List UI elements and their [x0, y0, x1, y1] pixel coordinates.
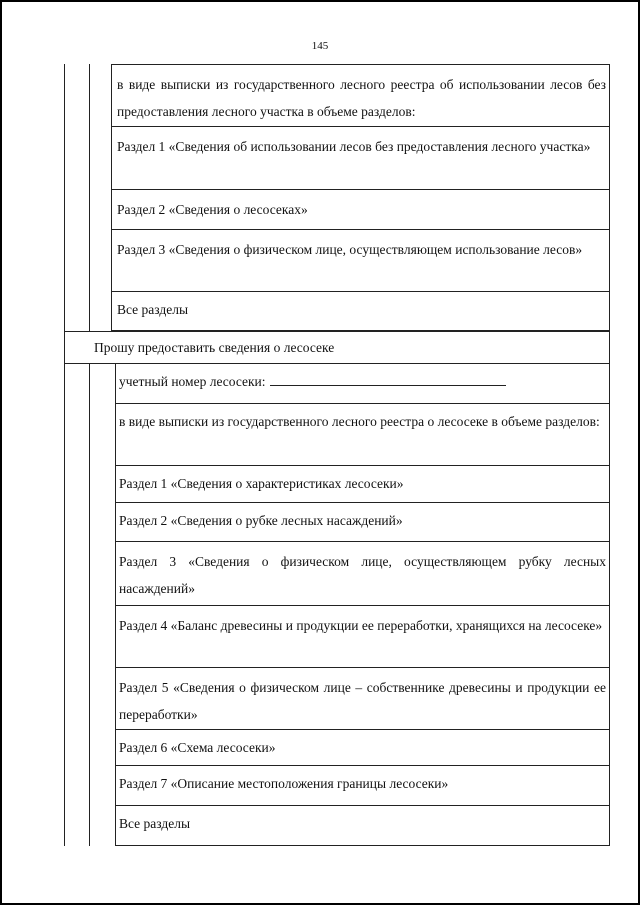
blank-fill-line [270, 371, 506, 386]
table-row [115, 542, 610, 606]
table-row [115, 404, 610, 466]
row-text: Раздел 7 «Описание местоположения границы лесосеки» [119, 776, 449, 791]
row-text: в виде выписки из государственного лесного реестра об использовании лесов без предоставления лесного участка в объеме разделов: [117, 77, 606, 119]
table-row [115, 466, 610, 503]
row-text: в виде выписки из государственного лесного реестра о лесосеке в объеме разделов: [119, 414, 600, 429]
row-text: Раздел 5 «Сведения о физическом лице – собственнике древесины и продукции ее переработки» [119, 680, 606, 722]
row-text: Все разделы [117, 302, 189, 317]
row-text: Раздел 1 «Сведения о характеристиках лесосеки» [119, 476, 404, 491]
table-row [115, 668, 610, 730]
table-row [111, 190, 610, 230]
table-column-divider [89, 64, 90, 331]
table-row [111, 64, 610, 127]
form-table [64, 64, 610, 846]
table-row [111, 230, 610, 292]
row-text: Раздел 6 «Схема лесосеки» [119, 740, 276, 755]
table-row [115, 766, 610, 806]
row-text: Раздел 2 «Сведения о рубке лесных насаждений» [119, 513, 403, 528]
row-text: учетный номер лесосеки: [119, 368, 606, 395]
row-text: Все разделы [119, 816, 191, 831]
table-column-divider [89, 364, 90, 846]
table-left-border [64, 64, 65, 846]
page-number: 145 [311, 40, 329, 52]
table-row [115, 606, 610, 668]
row-text: Прошу предоставить сведения о лесосеке [94, 340, 335, 355]
row-text: Раздел 4 «Баланс древесины и продукции ее переработки, хранящихся на лесосеке» [119, 618, 603, 633]
table-row [111, 127, 610, 190]
table-row [115, 730, 610, 766]
table-row [115, 364, 610, 404]
row-text: Раздел 2 «Сведения о лесосеках» [117, 202, 308, 217]
table-row [115, 806, 610, 846]
table-row [111, 292, 610, 331]
table-row [64, 331, 610, 364]
row-text: Раздел 3 «Сведения о физическом лице, осуществляющем рубку лесных насаждений» [119, 554, 606, 596]
table-row [115, 503, 610, 542]
row-text: Раздел 3 «Сведения о физическом лице, осуществляющем использование лесов» [117, 242, 583, 257]
row-text: Раздел 1 «Сведения об использовании лесов без предоставления лесного участка» [117, 139, 591, 154]
